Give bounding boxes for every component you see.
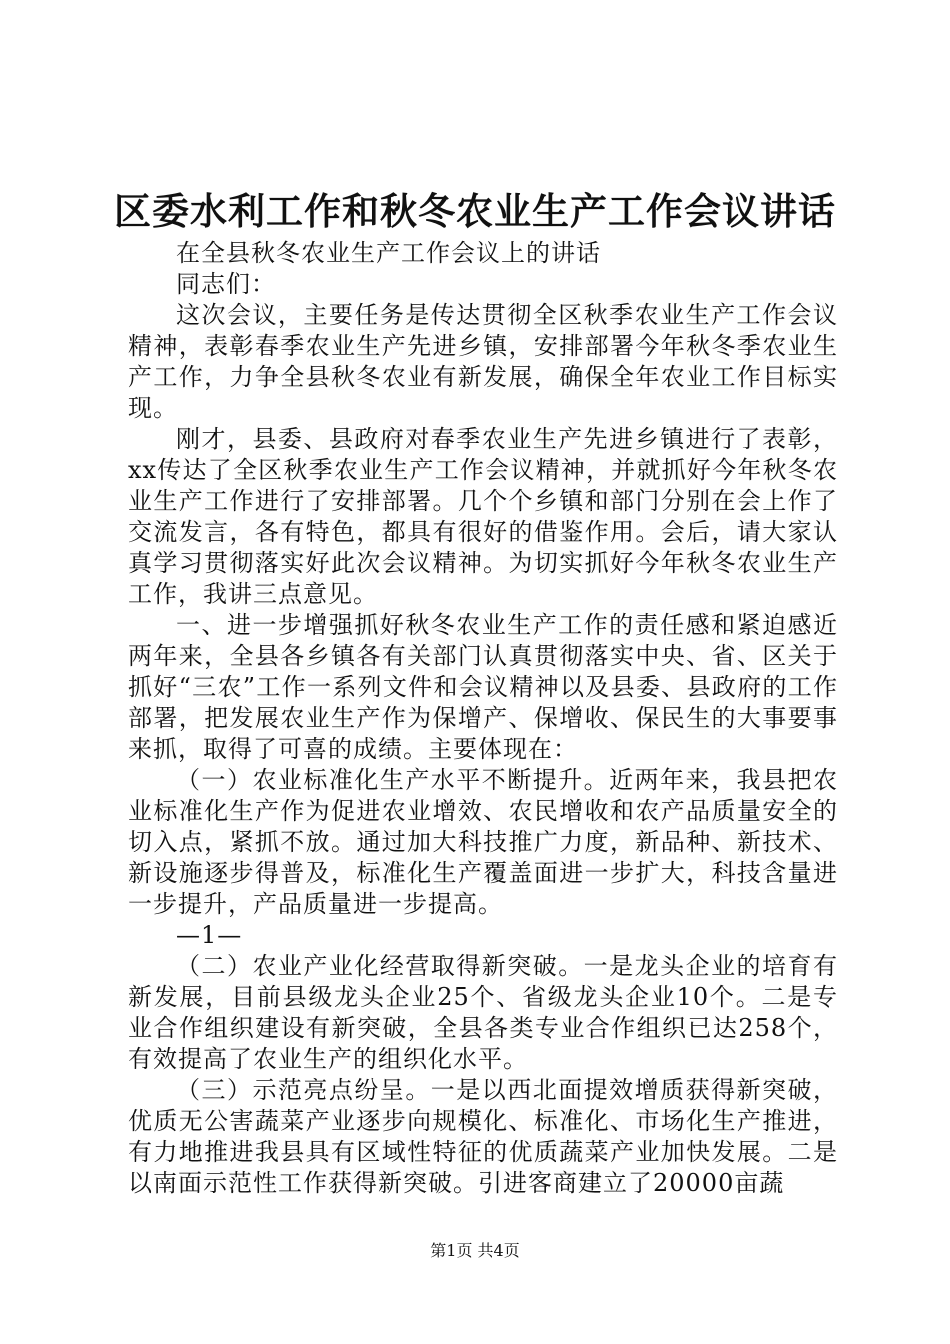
inline-page-number: —1— bbox=[176, 921, 243, 949]
salutation-paragraph: 同志们： bbox=[176, 270, 276, 298]
body-paragraph: （一）农业标准化生产水平不断提升。近两年来，我县把农业标准化生产作为促进农业增效、农民增收和农产品质量安全的切入点，紧抓不放。通过加大科技推广力度，新品种、新技术、新设施逐步得普及，标准化生产覆盖面进一步扩大，科技含量进一步提升，产品质量进一步提高。 bbox=[128, 766, 838, 918]
body-paragraph: 这次会议，主要任务是传达贯彻全区秋季农业生产工作会议精神，表彰春季农业生产先进乡镇，安排部署今年秋冬季农业生产工作，力争全县秋冬农业有新发展，确保全年农业工作目标实现。 bbox=[128, 301, 838, 422]
document-title: 区委水利工作和秋冬农业生产工作会议讲话 bbox=[114, 189, 836, 233]
subtitle-paragraph: 在全县秋冬农业生产工作会议上的讲话 bbox=[176, 239, 601, 267]
body-paragraph: （二）农业产业化经营取得新突破。一是龙头企业的培育有新发展，目前县级龙头企业25个、省级龙头企业10个。二是专业合作组织建设有新突破，全县各类专业合作组织已达258个，有效提高了农业生产的组织化水平。 bbox=[128, 952, 838, 1073]
body-paragraph: （三）示范亮点纷呈。一是以西北面提效增质获得新突破，优质无公害蔬菜产业逐步向规模化、标准化、市场化生产推进，有力地推进我县具有区域性特征的优质蔬菜产业加快发展。二是以南面示范性工作获得新突破。引进客商建立了20000亩蔬 bbox=[128, 1076, 838, 1197]
page-footer: 第1页 共4页 bbox=[430, 1241, 520, 1260]
document-body bbox=[128, 238, 838, 1199]
body-paragraph: 刚才，县委、县政府对春季农业生产先进乡镇进行了表彰，xx传达了全区秋季农业生产工作会议精神，并就抓好今年秋冬农业生产工作进行了安排部署。几个个乡镇和部门分别在会上作了交流发言，各有特色，都具有很好的借鉴作用。会后，请大家认真学习贯彻落实好此次会议精神。为切实抓好今年秋冬农业生产工作，我讲三点意见。 bbox=[128, 425, 838, 608]
section-heading-paragraph: 一、进一步增强抓好秋冬农业生产工作的责任感和紧迫感近两年来，全县各乡镇各有关部门认真贯彻落实中央、省、区关于抓好“三农”工作一系列文件和会议精神以及县委、县政府的工作部署，把发展农业生产作为保增产、保增收、保民生的大事要事来抓，取得了可喜的成绩。主要体现在： bbox=[128, 611, 838, 763]
